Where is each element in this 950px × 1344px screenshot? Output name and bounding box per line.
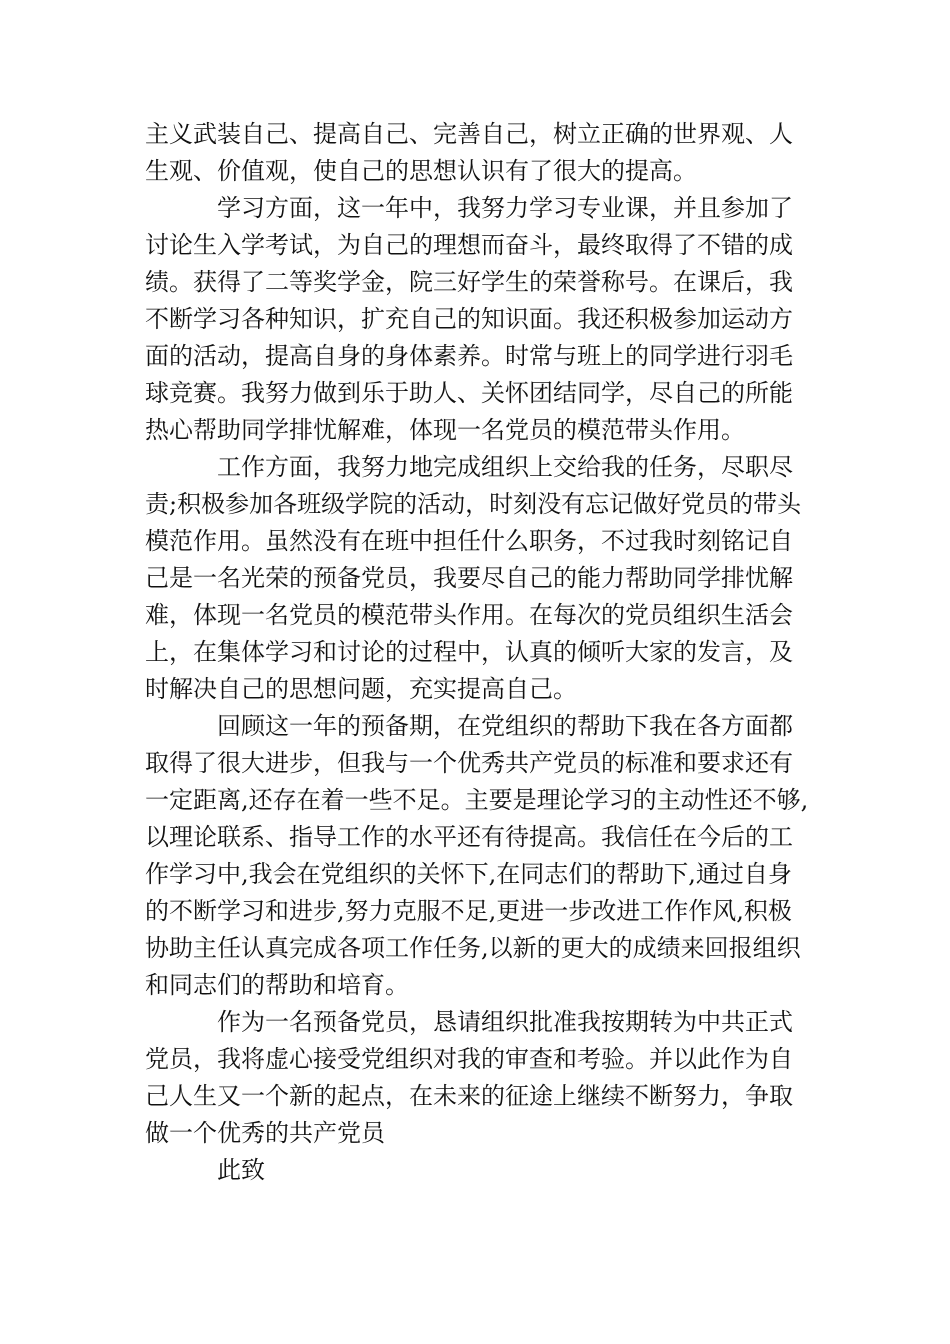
- text-line: 模范作用。虽然没有在班中担任什么职务，不过我时刻铭记自: [145, 527, 793, 555]
- text-line: 己是一名光荣的预备党员，我要尽自己的能力帮助同学排忧解: [145, 564, 793, 592]
- text-line: 协助主任认真完成各项工作任务,以新的更大的成绩来回报组织: [145, 934, 801, 962]
- text-line: 作为一名预备党员，恳请组织批准我按期转为中共正式: [217, 1008, 793, 1036]
- text-line: 的不断学习和进步,努力克服不足,更进一步改进工作作风,积极: [145, 897, 792, 925]
- text-line: 取得了很大进步，但我与一个优秀共产党员的标准和要求还有: [145, 749, 793, 777]
- text-line: 回顾这一年的预备期，在党组织的帮助下我在各方面都: [217, 712, 793, 740]
- text-line: 以理论联系、指导工作的水平还有待提高。我信任在今后的工: [145, 823, 793, 851]
- text-line: 学习方面，这一年中，我努力学习专业课，并且参加了: [217, 194, 793, 222]
- text-line: 不断学习各种知识，扩充自己的知识面。我还积极参加运动方: [145, 305, 793, 333]
- text-line: 热心帮助同学排忧解难，体现一名党员的模范带头作用。: [145, 416, 745, 444]
- text-line: 时解决自己的思想问题，充实提高自己。: [145, 675, 577, 703]
- text-line: 做一个优秀的共产党员: [145, 1119, 385, 1147]
- text-line: 此致: [217, 1156, 265, 1184]
- text-line: 讨论生入学考试，为自己的理想而奋斗，最终取得了不错的成: [145, 231, 793, 259]
- text-line: 面的活动，提高自身的身体素养。时常与班上的同学进行羽毛: [145, 342, 793, 370]
- text-line: 球竞赛。我努力做到乐于助人、关怀团结同学，尽自己的所能: [145, 379, 793, 407]
- text-line: 主义武装自己、提高自己、完善自己，树立正确的世界观、人: [145, 120, 793, 148]
- text-line: 难，体现一名党员的模范带头作用。在每次的党员组织生活会: [145, 601, 793, 629]
- text-line: 己人生又一个新的起点，在未来的征途上继续不断努力，争取: [145, 1082, 793, 1110]
- text-line: 和同志们的帮助和培育。: [145, 971, 409, 999]
- text-line: 工作方面，我努力地完成组织上交给我的任务，尽职尽: [217, 453, 793, 481]
- text-line: 作学习中,我会在党组织的关怀下,在同志们的帮助下,通过自身: [145, 860, 792, 888]
- text-line: 绩。获得了二等奖学金，院三好学生的荣誉称号。在课后，我: [145, 268, 793, 296]
- text-line: 党员，我将虚心接受党组织对我的审查和考验。并以此作为自: [145, 1045, 793, 1073]
- text-line: 责;积极参加各班级学院的活动，时刻没有忘记做好党员的带头: [145, 490, 802, 518]
- text-line: 生观、价值观，使自己的思想认识有了很大的提高。: [145, 157, 697, 185]
- document-body: [145, 116, 825, 1189]
- text-line: 上，在集体学习和讨论的过程中，认真的倾听大家的发言，及: [145, 638, 793, 666]
- text-line: 一定距离,还存在着一些不足。主要是理论学习的主动性还不够,: [145, 786, 809, 814]
